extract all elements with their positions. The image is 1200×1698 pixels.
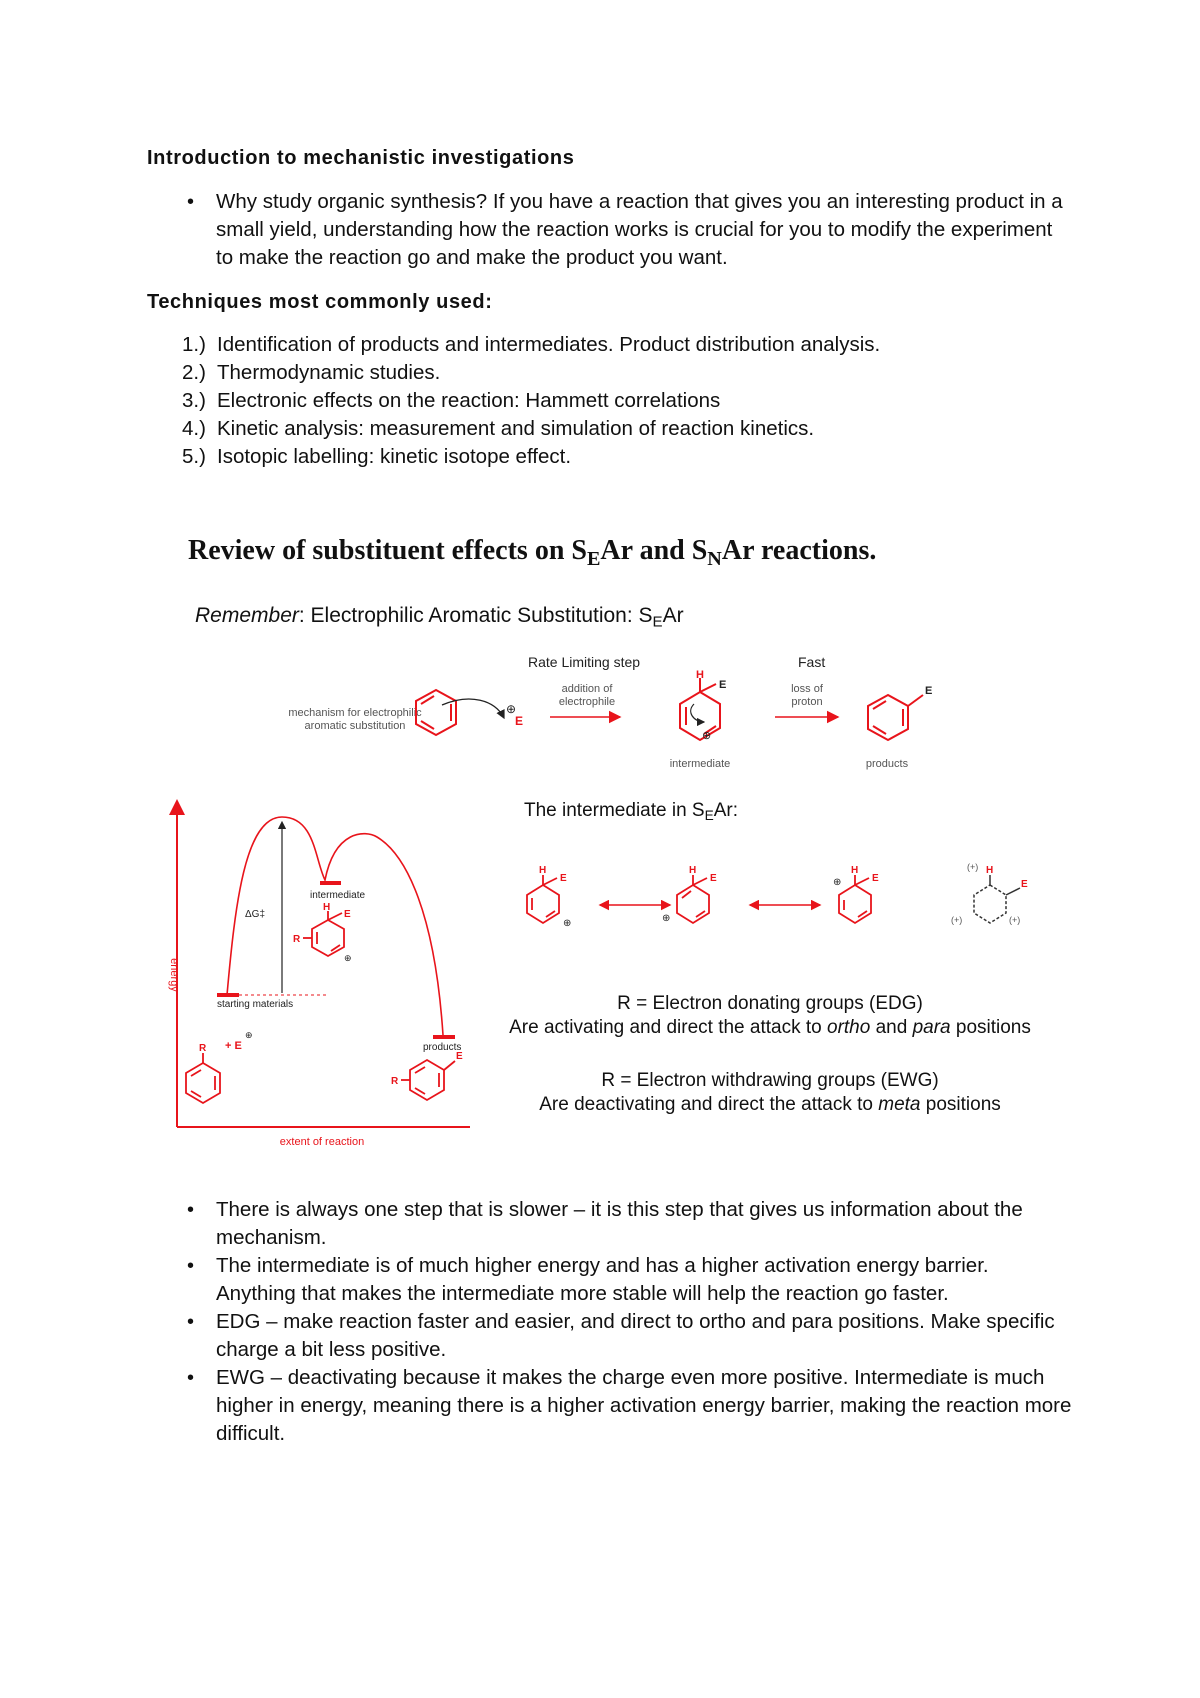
hydrogen-label: H bbox=[696, 669, 704, 681]
substituent-label: R bbox=[293, 934, 301, 945]
electrophile-label: E bbox=[560, 873, 567, 884]
electrophile-label: E bbox=[456, 1051, 463, 1062]
section-heading-techniques: Techniques most commonly used: bbox=[147, 291, 493, 313]
arenium-intermediate bbox=[680, 678, 720, 740]
hydrogen-label: H bbox=[851, 865, 859, 876]
electrophile-label: E bbox=[515, 714, 524, 728]
list-item: • EDG – make reaction faster and easier, and direct to ortho and para positions. Make specific charge a bit less positive. bbox=[147, 1308, 1072, 1364]
charge-symbol: ⊕ bbox=[662, 913, 671, 924]
charge-symbol: ⊕ bbox=[833, 877, 842, 888]
substituted-benzene-start bbox=[186, 1053, 220, 1103]
energy-profile-diagram bbox=[145, 795, 475, 1150]
hydrogen-label: H bbox=[986, 865, 994, 876]
edg-legend: R = Electron donating groups (EDG) Are activating and direct the attack to ortho and para positions bbox=[509, 993, 1031, 1038]
y-axis-label: energy bbox=[168, 958, 180, 992]
charge-symbol: ⊕ bbox=[506, 702, 517, 716]
loss-line2: proton bbox=[791, 696, 823, 708]
charge-symbol: ⊕ bbox=[563, 918, 572, 929]
products-label: products bbox=[423, 1042, 462, 1053]
mechanism-label-line1: mechanism for electrophilic bbox=[288, 707, 422, 719]
resonance-form-1 bbox=[527, 875, 559, 923]
ewg-legend: R = Electron withdrawing groups (EWG) Are deactivating and direct the attack to meta positions bbox=[539, 1070, 1001, 1115]
intro-bullet-list bbox=[147, 188, 1067, 272]
electrophile-label: E bbox=[872, 873, 879, 884]
electrophile-label: E bbox=[1021, 879, 1028, 890]
list-item: 2.) Thermodynamic studies. bbox=[182, 361, 441, 384]
x-axis-label: extent of reaction bbox=[279, 1136, 365, 1148]
mechanism-scheme bbox=[220, 648, 980, 778]
substituted-benzene-product bbox=[401, 1060, 455, 1100]
hydrogen-label: H bbox=[689, 865, 697, 876]
summary-bullet-list bbox=[147, 1196, 1072, 1448]
arenium-structure bbox=[303, 911, 344, 956]
starting-materials-label: starting materials bbox=[217, 999, 294, 1010]
products-label: products bbox=[865, 758, 909, 770]
list-item: 5.) Isotopic labelling: kinetic isotope effect. bbox=[182, 445, 572, 468]
list-item: • The intermediate is of much higher energy and has a higher activation energy barrier. Anything that makes the intermediate more stable will help the reaction go faster. bbox=[147, 1252, 1072, 1308]
addition-line1: addition of bbox=[561, 683, 613, 695]
rate-limiting-label: Rate Limiting step bbox=[528, 654, 641, 670]
addition-line2: electrophile bbox=[558, 696, 616, 708]
partial-charge: (+) bbox=[967, 862, 979, 872]
resonance-structures bbox=[505, 845, 1065, 945]
list-item: 4.) Kinetic analysis: measurement and simulation of reaction kinetics. bbox=[182, 417, 815, 440]
mechanism-label-line2: aromatic substitution bbox=[304, 720, 406, 732]
substituted-benzene-product bbox=[868, 695, 923, 740]
substituent-label: R bbox=[391, 1076, 399, 1087]
intermediate-label: intermediate bbox=[310, 890, 366, 901]
curved-arrow bbox=[691, 704, 704, 722]
list-item: • EWG – deactivating because it makes the charge even more positive. Intermediate is much higher in energy, meaning there is a higher activation energy barrier, making the reaction more difficult. bbox=[147, 1364, 1072, 1448]
charge-symbol: ⊕ bbox=[344, 953, 352, 963]
intermediate-label: intermediate bbox=[669, 758, 731, 770]
techniques-list bbox=[147, 331, 1067, 471]
benzene-reactant bbox=[416, 690, 456, 735]
fast-label: Fast bbox=[798, 654, 826, 670]
section-heading-intro: Introduction to mechanistic investigations bbox=[147, 147, 575, 169]
electrophile-label: E bbox=[925, 685, 933, 697]
remember-caption: Remember: Electrophilic Aromatic Substitution: $S_EAr$ bbox=[195, 604, 684, 631]
delta-g-label: ΔG‡ bbox=[245, 909, 266, 920]
partial-charge: (+) bbox=[951, 915, 963, 925]
list-item: 1.) Identification of products and intermediates. Product distribution analysis. bbox=[182, 333, 881, 356]
list-item: • There is always one step that is slower – it is this step that gives us information about the mechanism. bbox=[147, 1196, 1072, 1252]
charge-symbol: ⊕ bbox=[245, 1030, 253, 1040]
charge-symbol: ⊕ bbox=[702, 730, 712, 742]
intermediate-title: The intermediate in $S_EAr$: bbox=[524, 800, 738, 824]
resonance-form-2 bbox=[677, 875, 709, 923]
hydrogen-label: H bbox=[323, 902, 331, 913]
electrophile-label: E bbox=[344, 909, 351, 920]
partial-charge: (+) bbox=[1009, 915, 1021, 925]
list-item: • Why study organic synthesis? If you have a reaction that gives you an interesting product in a small yield, understanding how the reaction works is crucial for you to modify the experiment to make the reaction go and make the product you want. bbox=[147, 188, 1067, 272]
list-item: 3.) Electronic effects on the reaction: Hammett correlations bbox=[182, 389, 721, 412]
electrophile-label: E bbox=[719, 679, 727, 691]
resonance-form-3 bbox=[839, 875, 871, 923]
electrophile-label: E bbox=[710, 873, 717, 884]
loss-line1: loss of bbox=[791, 683, 823, 695]
plus-electrophile-label: + E bbox=[225, 1040, 242, 1052]
hydrogen-label: H bbox=[539, 865, 547, 876]
substituent-label: R bbox=[199, 1043, 207, 1054]
review-title: Review of substituent effects on $S_EAr$ and $S_NAr$ reactions. bbox=[188, 535, 877, 571]
